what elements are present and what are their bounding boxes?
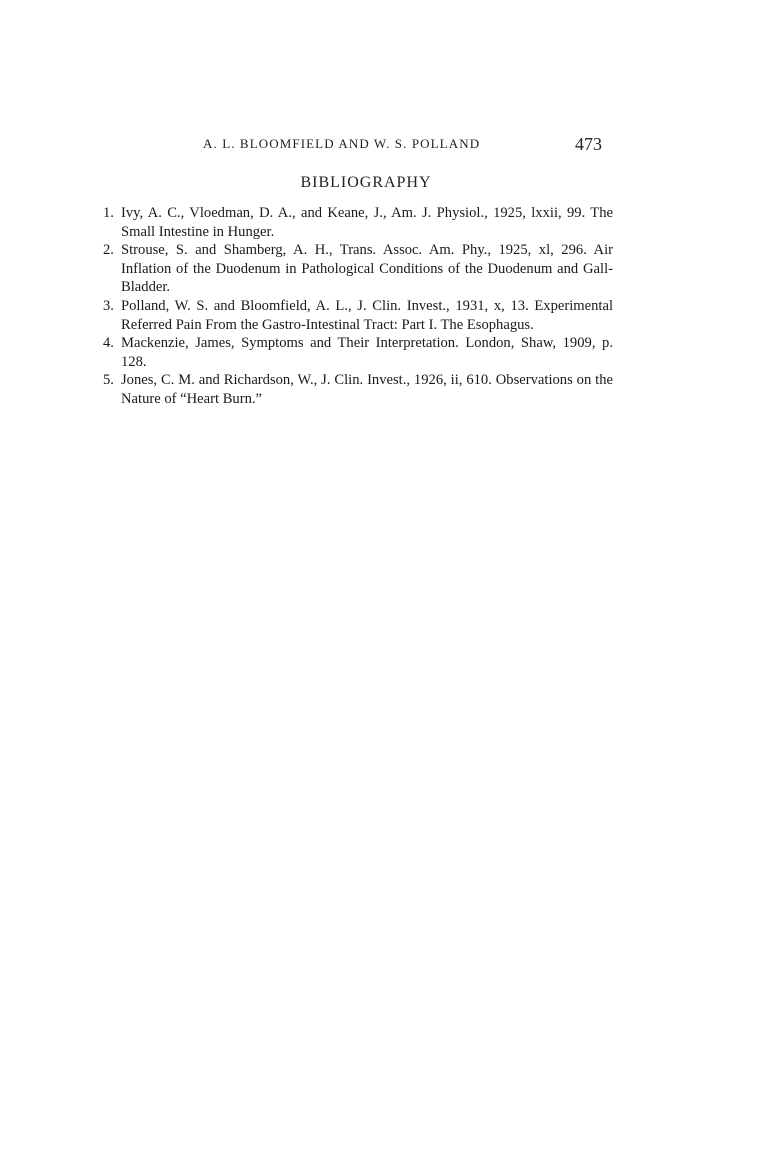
entry-text: Mackenzie, James, Symptoms and Their Interpretation. London, Shaw, 1909, p. 128.: [121, 335, 613, 370]
entry-number: 3.: [103, 297, 114, 314]
bibliography-list: [103, 204, 613, 409]
entry-text: Jones, C. M. and Richardson, W., J. Clin. Invest., 1926, ii, 610. Observations on the Nature of “Heart Burn.”: [121, 372, 613, 407]
running-head: A. L. BLOOMFIELD AND W. S. POLLAND: [203, 136, 481, 151]
entry-number: 5.: [103, 372, 114, 389]
page-number: 473: [575, 134, 602, 154]
bibliography-entry: [103, 297, 613, 334]
entry-text: Ivy, A. C., Vloedman, D. A., and Keane, J., Am. J. Physiol., 1925, lxxii, 99. The Small Intestine in Hunger.: [121, 205, 613, 240]
entry-number: 2.: [103, 242, 114, 259]
entry-number: 4.: [103, 335, 114, 352]
entry-text: Strouse, S. and Shamberg, A. H., Trans. Assoc. Am. Phy., 1925, xl, 296. Air Inflation of the Duodenum in Pathological Conditions of the Duodenum and Gall-Bladder.: [121, 242, 613, 296]
bibliography-entry: [103, 241, 613, 297]
bibliography-entry: [103, 334, 613, 371]
entry-text: Polland, W. S. and Bloomfield, A. L., J. Clin. Invest., 1931, x, 13. Experimental Referred Pain From the Gastro-Intestinal Tract: Part I. The Esophagus.: [121, 297, 613, 333]
bibliography-entry: [103, 204, 613, 241]
entry-number: 1.: [103, 205, 114, 221]
section-title: BIBLIOGRAPHY: [300, 174, 432, 191]
bibliography-entry: [103, 371, 613, 408]
